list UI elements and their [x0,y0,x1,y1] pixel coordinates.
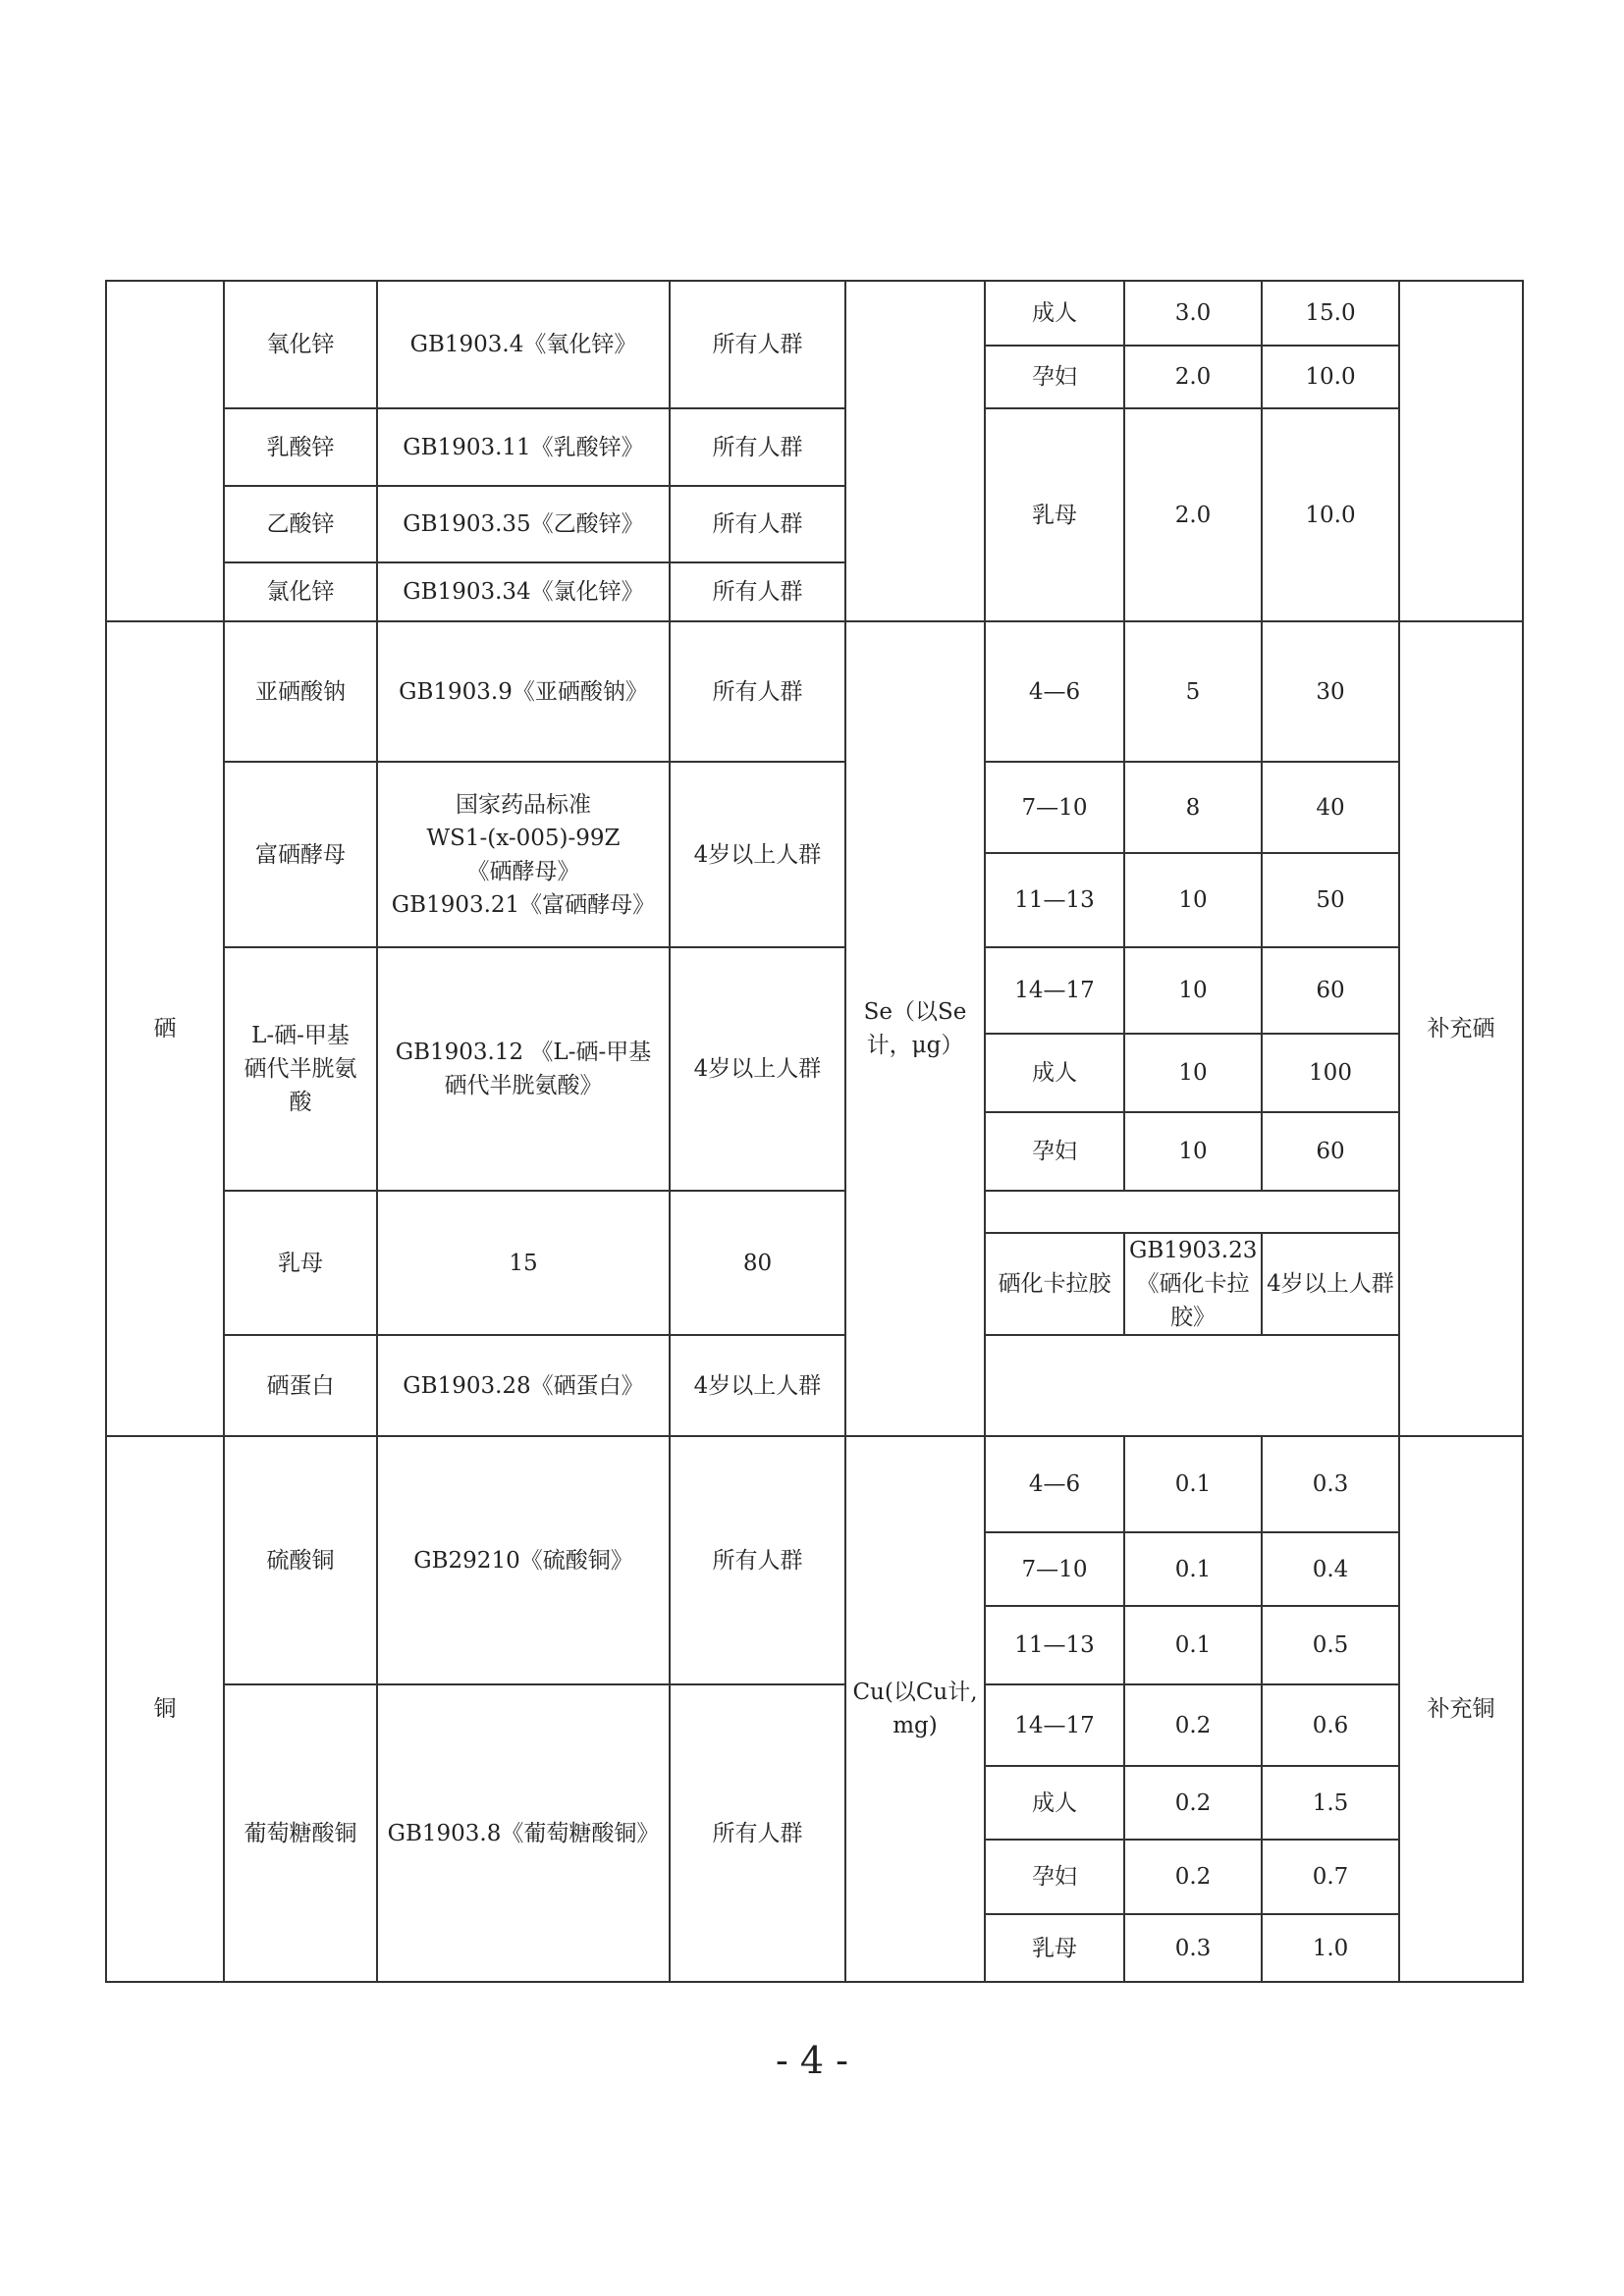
max-cell: 30 [1262,621,1399,762]
standard-cell: GB1903.11《乳酸锌》 [377,408,670,486]
max-cell: 60 [1262,1112,1399,1191]
function-cell: 补充硒 [1399,621,1523,1436]
table-row [106,281,1523,346]
min-cell: 0.2 [1124,1684,1262,1766]
max-cell: 80 [670,1191,845,1335]
population-cell: 4岁以上人群 [670,947,845,1191]
standard-cell: GB1903.4《氧化锌》 [377,281,670,408]
max-cell: 0.4 [1262,1532,1399,1606]
nutrient-table [105,280,1524,1983]
population-cell: 所有人群 [670,486,845,562]
group-cell: 14—17 [985,947,1124,1034]
max-cell: 0.7 [1262,1840,1399,1914]
min-cell: 0.3 [1124,1914,1262,1982]
min-cell: 0.1 [1124,1606,1262,1684]
group-cell: 乳母 [985,1914,1124,1982]
max-cell: 100 [1262,1034,1399,1112]
table-row [106,1335,1523,1436]
group-cell: 14—17 [985,1684,1124,1766]
standard-cell: GB1903.28《硒蛋白》 [377,1335,670,1436]
group-cell: 孕妇 [985,1112,1124,1191]
compound-name: 亚硒酸钠 [224,621,377,762]
group-cell: 7—10 [985,762,1124,853]
min-cell: 10 [1124,947,1262,1034]
standard-cell: GB1903.9《亚硒酸钠》 [377,621,670,762]
nutrient-cell [106,281,224,621]
min-cell: 2.0 [1124,408,1262,621]
standard-cell: GB1903.34《氯化锌》 [377,562,670,621]
population-cell: 所有人群 [670,1436,845,1684]
group-cell: 成人 [985,1766,1124,1840]
min-cell: 0.2 [1124,1840,1262,1914]
population-cell: 4岁以上人群 [670,1335,845,1436]
min-cell: 8 [1124,762,1262,853]
compound-name: L-硒-甲基 硒代半胱氨 酸 [224,947,377,1191]
table-row [106,621,1523,762]
compound-name: 乳酸锌 [224,408,377,486]
population-cell: 所有人群 [670,1684,845,1982]
population-cell: 4岁以上人群 [1262,1233,1399,1335]
max-cell: 1.0 [1262,1914,1399,1982]
standard-cell: GB1903.35《乙酸锌》 [377,486,670,562]
max-cell: 1.5 [1262,1766,1399,1840]
group-cell: 7—10 [985,1532,1124,1606]
group-cell: 乳母 [985,408,1124,621]
group-cell: 孕妇 [985,346,1124,408]
max-cell: 60 [1262,947,1399,1034]
group-cell: 11—13 [985,853,1124,947]
max-cell: 50 [1262,853,1399,947]
min-cell: 0.2 [1124,1766,1262,1840]
compound-name: 硒化卡拉胶 [985,1233,1124,1335]
min-cell: 5 [1124,621,1262,762]
standard-cell: 国家药品标准 WS1-(x-005)-99Z 《硒酵母》 GB1903.21《富硒酵母》 [377,762,670,947]
group-cell: 成人 [985,281,1124,346]
function-cell [1399,281,1523,621]
unit-cell [845,281,985,621]
min-cell: 10 [1124,1034,1262,1112]
page-number: - 4 - [775,2039,848,2082]
max-cell: 10.0 [1262,408,1399,621]
group-cell: 4—6 [985,1436,1124,1532]
group-cell: 11—13 [985,1606,1124,1684]
standard-cell: GB1903.12 《L-硒-甲基 硒代半胱氨酸》 [377,947,670,1191]
compound-name: 硒蛋白 [224,1335,377,1436]
compound-name: 氯化锌 [224,562,377,621]
group-cell: 成人 [985,1034,1124,1112]
standard-cell: GB29210《硫酸铜》 [377,1436,670,1684]
max-cell: 0.6 [1262,1684,1399,1766]
group-cell: 4—6 [985,621,1124,762]
population-cell: 所有人群 [670,621,845,762]
table-row [106,947,1523,1034]
population-cell: 所有人群 [670,281,845,408]
population-cell: 所有人群 [670,562,845,621]
min-cell: 10 [1124,853,1262,947]
standard-cell: GB1903.23《硒化卡拉胶》 [1124,1233,1262,1335]
table-row [106,762,1523,853]
min-cell: 0.1 [1124,1532,1262,1606]
max-cell: 0.5 [1262,1606,1399,1684]
min-cell: 0.1 [1124,1436,1262,1532]
population-cell: 4岁以上人群 [670,762,845,947]
max-cell: 15.0 [1262,281,1399,346]
max-cell: 10.0 [1262,346,1399,408]
function-cell: 补充铜 [1399,1436,1523,1982]
nutrient-cell: 硒 [106,621,224,1436]
max-cell: 40 [1262,762,1399,853]
nutrient-cell: 铜 [106,1436,224,1982]
min-cell: 10 [1124,1112,1262,1191]
unit-cell: Cu(以Cu计, mg) [845,1436,985,1982]
min-cell: 3.0 [1124,281,1262,346]
group-cell: 孕妇 [985,1840,1124,1914]
min-cell: 15 [377,1191,670,1335]
max-cell: 0.3 [1262,1436,1399,1532]
compound-name: 氧化锌 [224,281,377,408]
compound-name: 葡萄糖酸铜 [224,1684,377,1982]
compound-name: 富硒酵母 [224,762,377,947]
table-row [106,1684,1523,1766]
unit-cell: Se（以Se计，μg） [845,621,985,1436]
compound-name: 硫酸铜 [224,1436,377,1684]
standard-cell: GB1903.8《葡萄糖酸铜》 [377,1684,670,1982]
table-row [106,1191,1523,1233]
table-row [106,1436,1523,1532]
min-cell: 2.0 [1124,346,1262,408]
table-row [106,408,1523,486]
population-cell: 所有人群 [670,408,845,486]
compound-name: 乙酸锌 [224,486,377,562]
group-cell: 乳母 [224,1191,377,1335]
